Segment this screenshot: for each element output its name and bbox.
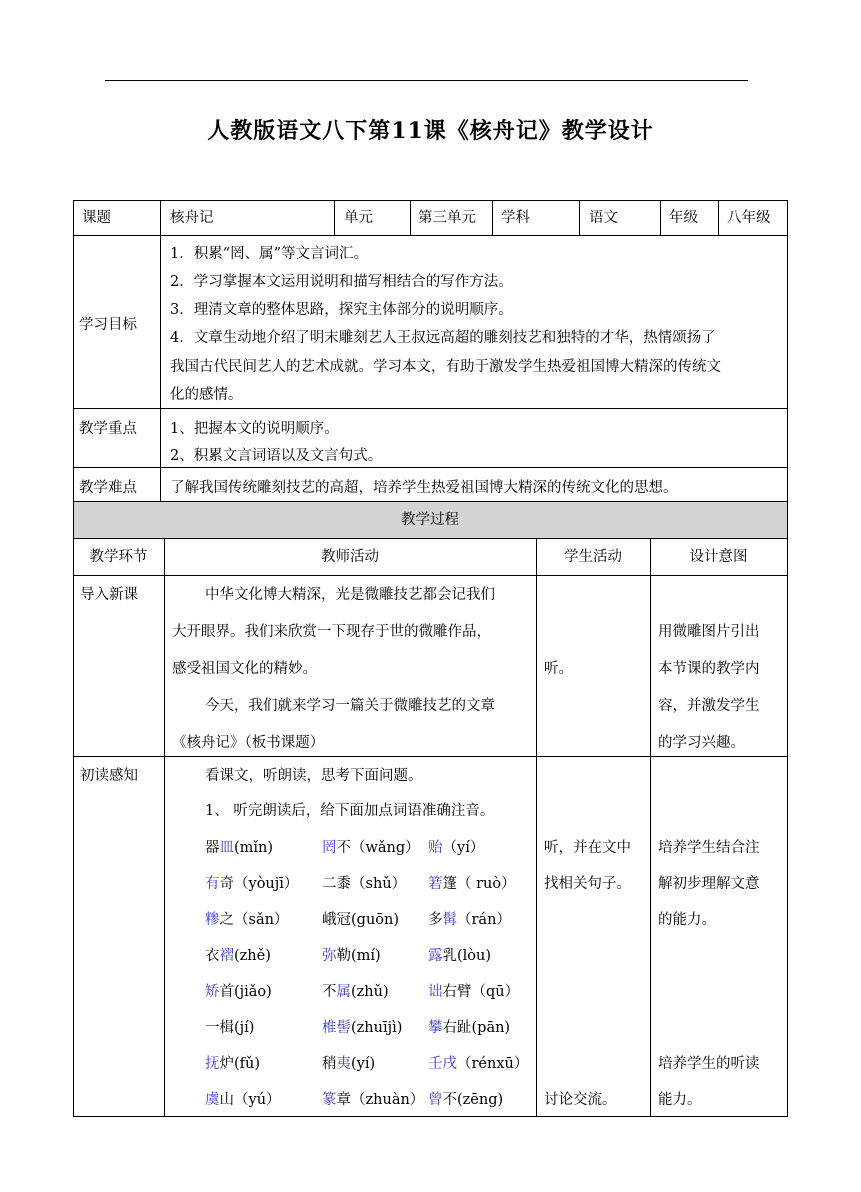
process-header: 教学过程 — [401, 512, 459, 528]
vocab-item: 弥勒(mí) — [322, 948, 381, 964]
col-header-teacher: 教师活动 — [321, 549, 379, 565]
grade-value: 八年级 — [727, 210, 771, 226]
reading-student-line: 听，并在文中 — [544, 840, 631, 856]
difficulty-text: 了解我国传统雕刻技艺的高超，培养学生热爱祖国博大精深的传统文化的思想。 — [170, 480, 678, 496]
vocab-item: 椎髻(zhuījì) — [322, 1020, 403, 1036]
intro-teacher-line: 今天，我们就来学习一篇关于微雕技艺的文章 — [205, 698, 495, 714]
vocab-item: 器皿(mǐn) — [205, 840, 274, 856]
vocab-item: 有奇（yòujī） — [205, 876, 299, 892]
vocab-item: 壬戌（rénxū） — [428, 1056, 529, 1072]
key-point-line: 2、积累文言词语以及文言句式。 — [170, 448, 383, 464]
topic-label: 课题 — [82, 210, 111, 226]
key-point-line: 1、把握本文的说明顺序。 — [170, 421, 339, 437]
reading-student-line: 找相关句子。 — [544, 876, 631, 892]
goals-label: 学习目标 — [79, 317, 137, 333]
goal-line: 3．理清文章的整体思路，探究主体部分的说明顺序。 — [170, 302, 513, 318]
reading-label: 初读感知 — [80, 768, 138, 784]
intro-teacher-line: 感受祖国文化的精妙。 — [172, 661, 317, 677]
vocab-item: 二黍（shǔ） — [322, 876, 407, 892]
vocab-item: 稍夷(yí) — [322, 1056, 376, 1072]
intro-student: 听。 — [544, 661, 573, 677]
intro-intent-line: 本节课的教学内 — [658, 661, 760, 677]
reading-teacher-line: 1、 听完朗读后，给下面加点词语准确注音。 — [205, 803, 495, 819]
vocab-item: 曾不(zēng) — [428, 1092, 504, 1108]
unit-value: 第三单元 — [418, 210, 476, 226]
reading-intent-line: 培养学生的听读 — [658, 1056, 760, 1072]
vocab-item: 矫首(jiǎo) — [205, 984, 272, 1000]
intro-intent-line: 的学习兴趣。 — [658, 735, 745, 751]
vocab-item: 篆章（zhuàn） — [322, 1092, 425, 1108]
intro-intent-line: 容，并激发学生 — [658, 698, 760, 714]
vocab-item: 攀右趾(pān) — [428, 1020, 511, 1036]
vocab-item: 抚炉(fǔ) — [205, 1056, 261, 1072]
grade-label: 年级 — [669, 210, 698, 226]
reading-intent-line: 能力。 — [658, 1092, 702, 1108]
goal-line: 1．积累“罔、属”等文言词汇。 — [170, 246, 369, 262]
goal-line: 我国古代民间艺人的艺术成就。学习本文，有助于激发学生热爱祖国博大精深的传统文 — [170, 359, 721, 375]
vocab-item: 箬篷（ ruò） — [428, 876, 516, 892]
col-header-stage: 教学环节 — [89, 549, 148, 565]
intro-teacher-line: 中华文化博大精深，光是微雕技艺都会记我们 — [205, 587, 495, 603]
vocab-item: 一楫(jí) — [205, 1020, 255, 1036]
vocab-item: 峨冠(guōn) — [322, 912, 400, 928]
subject-value: 语文 — [589, 210, 618, 226]
subject-label: 学科 — [501, 210, 530, 226]
vocab-item: 诎右臂（qū） — [428, 984, 520, 1000]
unit-label: 单元 — [344, 210, 373, 226]
difficulty-label: 教学难点 — [79, 480, 137, 496]
vocab-item: 多髯（rán） — [428, 912, 511, 928]
intro-intent-line: 用微雕图片引出 — [658, 624, 760, 640]
vocab-item: 罔不（wǎng） — [322, 840, 420, 856]
intro-teacher-line: 大开眼界。我们来欣赏一下现存于世的微雕作品， — [172, 624, 491, 640]
reading-intent-line: 的能力。 — [658, 912, 716, 928]
vocab-item: 衣褶(zhě) — [205, 948, 271, 964]
topic-value: 核舟记 — [170, 210, 214, 226]
vocab-item: 不属(zhǔ) — [322, 984, 389, 1000]
goal-line: 化的感情。 — [170, 387, 243, 403]
reading-intent-line: 培养学生结合注 — [658, 840, 760, 856]
col-header-student: 学生活动 — [564, 549, 622, 565]
intro-teacher-line: 《核舟记》（板书课题） — [172, 735, 325, 751]
intro-label: 导入新课 — [80, 587, 138, 603]
page-title: 人教版语文八下第11课《核舟记》教学设计 — [207, 118, 654, 144]
vocab-item: 虞山（yú） — [205, 1092, 281, 1108]
vocab-item: 贻（yí） — [428, 840, 485, 856]
col-header-intent: 设计意图 — [689, 549, 748, 565]
goal-line: 2．学习掌握本文运用说明和描写相结合的写作方法。 — [170, 274, 513, 290]
header-rule — [105, 80, 748, 81]
reading-student-discuss: 讨论交流。 — [544, 1092, 617, 1108]
key-points-label: 教学重点 — [79, 421, 137, 437]
vocab-item: 露乳(lòu) — [428, 948, 492, 964]
goal-line: 4．文章生动地介绍了明末雕刻艺人王叔远高超的雕刻技艺和独特的才华，热情颂扬了 — [170, 330, 716, 346]
reading-teacher-line: 看课文，听朗读，思考下面问题。 — [205, 768, 423, 784]
reading-intent-line: 解初步理解文意 — [658, 876, 760, 892]
vocab-item: 糁之（sǎn） — [205, 912, 289, 928]
